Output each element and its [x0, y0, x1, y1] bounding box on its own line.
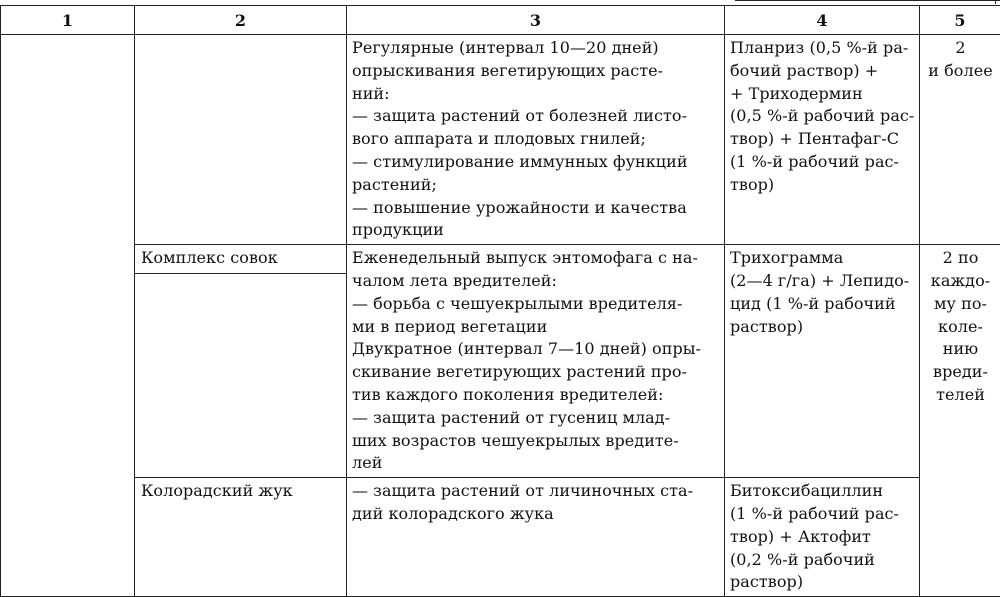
preparations-line: (0,2 %-й рабочий	[730, 549, 915, 572]
column-header-2: 2	[135, 6, 347, 35]
pest-cell	[135, 35, 347, 245]
actions-line: Регулярные (интервал 10—20 дней)	[352, 37, 720, 60]
preparations-line: + Триходермин	[730, 83, 915, 106]
pest-cell: Комплекс совок	[135, 245, 347, 274]
actions-line: лей	[352, 452, 720, 475]
count-line: коле-	[925, 316, 996, 339]
actions-line: вого аппарата и плодовых гнилей;	[352, 128, 720, 151]
table-row	[1, 245, 1000, 274]
actions-line: ний:	[352, 83, 720, 106]
preparations-line: (1 %-й рабочий рас-	[730, 151, 915, 174]
header-row	[1, 6, 1000, 35]
preparations-line: (2—4 г/га) + Лепидо-	[730, 270, 915, 293]
preparations-line: твор) + Актофит	[730, 526, 915, 549]
actions-line: ми в период вегетации	[352, 316, 720, 339]
culture-cell	[1, 35, 135, 597]
preparations-line: Трихограмма	[730, 247, 915, 270]
count-line: каждо-	[925, 270, 996, 293]
preparations-line: (1 %-й рабочий рас-	[730, 503, 915, 526]
preparations-cell	[725, 478, 920, 597]
pest-cell-empty	[135, 274, 347, 478]
actions-line: — защита растений от болезней листо-	[352, 105, 720, 128]
count-line: 2 по	[925, 247, 996, 270]
top-rule	[735, 0, 1000, 1]
actions-line: чалом лета вредителей:	[352, 270, 720, 293]
actions-line: — стимулирование иммунных функций	[352, 151, 720, 174]
actions-cell	[347, 478, 725, 597]
count-cell	[920, 35, 1000, 245]
pest-cell: Колорадский жук	[135, 478, 347, 597]
actions-line: дий колорадского жука	[352, 503, 720, 526]
actions-line: — повышение урожайности и качества	[352, 197, 720, 220]
preparations-text	[725, 245, 919, 340]
column-header-5: 5	[920, 6, 1000, 35]
count-line: 2	[925, 37, 996, 60]
actions-line: — защита растений от личиночных ста-	[352, 480, 720, 503]
preparations-line: раствор)	[730, 571, 915, 594]
actions-line: — защита растений от гусениц млад-	[352, 407, 720, 430]
treatment-table	[0, 5, 1000, 597]
count-cell	[920, 245, 1000, 597]
preparations-cell	[725, 245, 920, 478]
actions-text	[347, 35, 724, 244]
actions-line: — борьба с чешуекрылыми вредителя-	[352, 293, 720, 316]
column-header-1: 1	[1, 6, 135, 35]
count-text	[920, 245, 1000, 409]
preparations-line: твор) + Пентафаг-С	[730, 128, 915, 151]
column-header-3: 3	[347, 6, 725, 35]
preparations-cell	[725, 35, 920, 245]
preparations-line: (0,5 %-й рабочий рас-	[730, 105, 915, 128]
preparations-line: бочий раствор) +	[730, 60, 915, 83]
column-header-4: 4	[725, 6, 920, 35]
preparations-line: раствор)	[730, 316, 915, 339]
preparations-line: Битоксибациллин	[730, 480, 915, 503]
actions-line: растений;	[352, 174, 720, 197]
actions-line: Двукратное (интервал 7—10 дней) опры-	[352, 338, 720, 361]
count-line: му по-	[925, 293, 996, 316]
actions-line: продукции	[352, 219, 720, 242]
table-row	[1, 478, 1000, 597]
preparations-line: Планриз (0,5 %-й ра-	[730, 37, 915, 60]
actions-line: скивание вегетирующих растений про-	[352, 361, 720, 384]
table-row	[1, 35, 1000, 245]
count-text	[920, 35, 1000, 85]
count-line: и более	[925, 60, 996, 83]
count-line: нию	[925, 338, 996, 361]
top-rule-tail	[995, 0, 1000, 4]
actions-cell	[347, 245, 725, 478]
count-line: вреди-	[925, 361, 996, 384]
preparations-line: твор)	[730, 174, 915, 197]
preparations-line: цид (1 %-й рабочий	[730, 293, 915, 316]
preparations-text	[725, 478, 919, 596]
count-line: телей	[925, 384, 996, 407]
actions-line: Еженедельный выпуск энтомофага с на-	[352, 247, 720, 270]
preparations-text	[725, 35, 919, 199]
actions-text	[347, 245, 724, 477]
actions-line: ших возрастов чешуекрылых вредите-	[352, 430, 720, 453]
actions-cell	[347, 35, 725, 245]
actions-line: тив каждого поколения вредителей:	[352, 384, 720, 407]
actions-text	[347, 478, 724, 528]
actions-line: опрыскивания вегетирующих расте-	[352, 60, 720, 83]
